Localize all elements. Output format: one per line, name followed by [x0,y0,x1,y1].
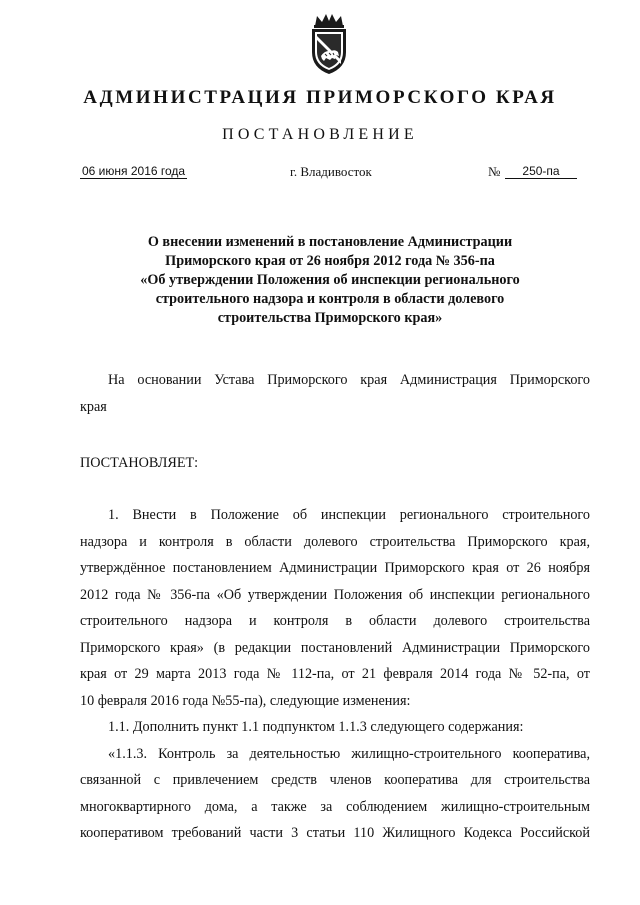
heading-line: О внесении изменений в постановление Администрации [147,234,513,250]
document-city: г. Владивосток [290,164,372,179]
heading-line: строительного надзора и контроля в области долевого [155,291,505,307]
text-line: 10 февраля 2016 года №55-па), следующие изменения: [80,692,411,709]
document-heading [100,233,560,328]
basis-paragraph [80,367,590,420]
text-line: 2012 года № 356-па «Об утверждении Положения об инспекции регионального [80,586,590,603]
text-line: края от 29 марта 2013 года № 112-па, от 21 февраля 2014 года № 52-па, от [80,666,590,682]
heading-line: строительства Приморского края» [217,310,443,326]
text-line: утверждённое постановлением Администрации Приморского края от 26 ноября [80,560,590,576]
document-number: 250-па [505,164,577,179]
document-date: 06 июня 2016 года [82,164,186,178]
text-line: связанной с привлечением средств членов кооператива для строительства [80,772,590,788]
resolves-heading: ПОСТАНОВЛЯЕТ: [80,455,199,471]
document-type: ПОСТАНОВЛЕНИЕ [222,126,418,143]
text-line: кооперативом требований части 3 статьи 110 Жилищного Кодекса Российской [80,825,590,841]
text-line: многоквартирного дома, а также за соблюдением жилищно-строительным [80,798,590,815]
text-line: строительного надзора и контроля в области долевого строительства [80,613,590,629]
text-line: 1.1. Дополнить пункт 1.1 подпунктом 1.1.3 следующего содержания: [108,719,524,735]
coat-of-arms-icon [301,12,357,76]
text-line: надзора и контроля в области долевого строительства Приморского края, [80,533,590,550]
text-line: На основании Устава Приморского края Администрация Приморского [108,372,590,388]
text-line: 1. Внести в Положение об инспекции регионального строительного [108,507,590,523]
text-line: края [80,398,107,415]
heading-line: Приморского края от 26 ноября 2012 года № 356-па [165,253,495,269]
main-paragraphs [80,502,590,847]
document-number-label: № [488,164,501,179]
text-line: Приморского края» (в редакции постановлений Администрации Приморского [80,639,590,656]
heading-line: «Об утверждении Положения об инспекции регионального [140,272,520,288]
text-line: «1.1.3. Контроль за деятельностью жилищно-строительного кооператива, [108,745,590,762]
organization-title: АДМИНИСТРАЦИЯ ПРИМОРСКОГО КРАЯ [83,87,557,108]
